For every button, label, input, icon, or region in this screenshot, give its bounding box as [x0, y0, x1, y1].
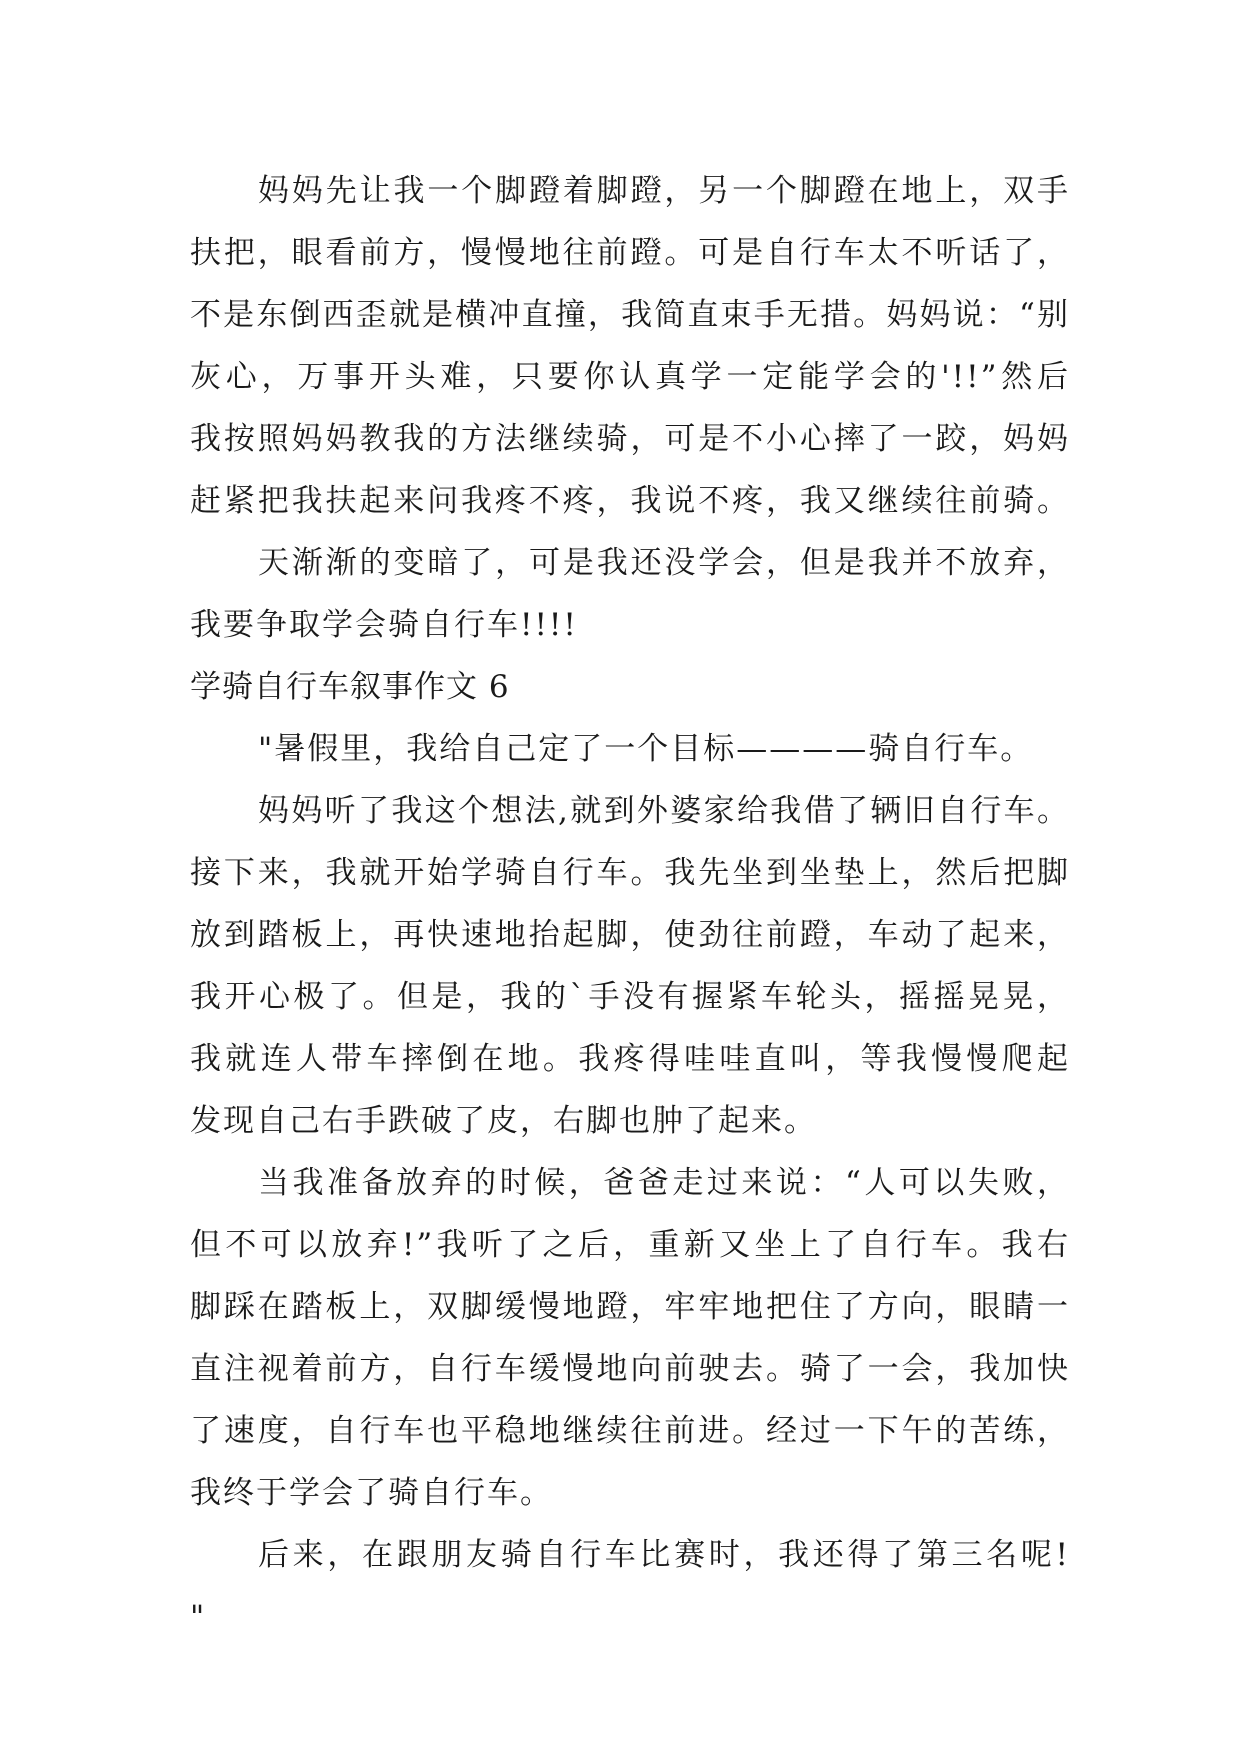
- text-line: 了速度，自行车也平稳地继续往前进。经过一下午的苦练，: [190, 1413, 1070, 1449]
- text-line: 妈妈听了我这个想法,就到外婆家给我借了辆旧自行车。: [258, 793, 1070, 829]
- text-line: 扶把，眼看前方，慢慢地往前蹬。可是自行车太不听话了，: [190, 235, 1070, 271]
- text-line: 天渐渐的变暗了，可是我还没学会，但是我并不放弃，: [258, 545, 1070, 581]
- text-line: 脚踩在踏板上，双脚缓慢地蹬，牢牢地把住了方向，眼睛一: [190, 1289, 1070, 1325]
- text-line: 但不可以放弃!”我听了之后，重新又坐上了自行车。我右: [190, 1227, 1070, 1263]
- text-line: 灰心，万事开头难，只要你认真学一定能学会的'!!”然后: [190, 359, 1070, 395]
- text-line: 我终于学会了骑自行车。: [190, 1475, 553, 1511]
- text-line: 接下来，我就开始学骑自行车。我先坐到坐垫上，然后把脚: [190, 855, 1070, 891]
- text-line: 我要争取学会骑自行车!!!!: [190, 607, 578, 643]
- text-line: 妈妈先让我一个脚蹬着脚蹬，另一个脚蹬在地上，双手: [258, 173, 1070, 209]
- text-line: 后来，在跟朋友骑自行车比赛时，我还得了第三名呢!: [258, 1537, 1070, 1573]
- text-line: ": [190, 1599, 207, 1635]
- text-line: 我就连人带车摔倒在地。我疼得哇哇直叫，等我慢慢爬起: [190, 1041, 1070, 1077]
- text-line: "暑假里，我给自己定了一个目标————骑自行车。: [258, 731, 1034, 767]
- text-line: 赶紧把我扶起来问我疼不疼，我说不疼，我又继续往前骑。: [190, 483, 1070, 519]
- text-line: 直注视着前方，自行车缓慢地向前驶去。骑了一会，我加快: [190, 1351, 1070, 1387]
- text-line: 发现自己右手跌破了皮，右脚也肿了起来。: [190, 1103, 817, 1139]
- text-line: 我开心极了。但是，我的`手没有握紧车轮头，摇摇晃晃，: [190, 979, 1070, 1015]
- section-heading: 学骑自行车叙事作文 6: [190, 669, 510, 705]
- text-line: 放到踏板上，再快速地抬起脚，使劲往前蹬，车动了起来，: [190, 917, 1070, 953]
- text-line: 当我准备放弃的时候，爸爸走过来说：“人可以失败，: [258, 1165, 1070, 1201]
- text-line: 我按照妈妈教我的方法继续骑，可是不小心摔了一跤，妈妈: [190, 421, 1070, 457]
- text-line: 不是东倒西歪就是横冲直撞，我简直束手无措。妈妈说：“别: [190, 297, 1070, 333]
- document-body: [190, 160, 1070, 1648]
